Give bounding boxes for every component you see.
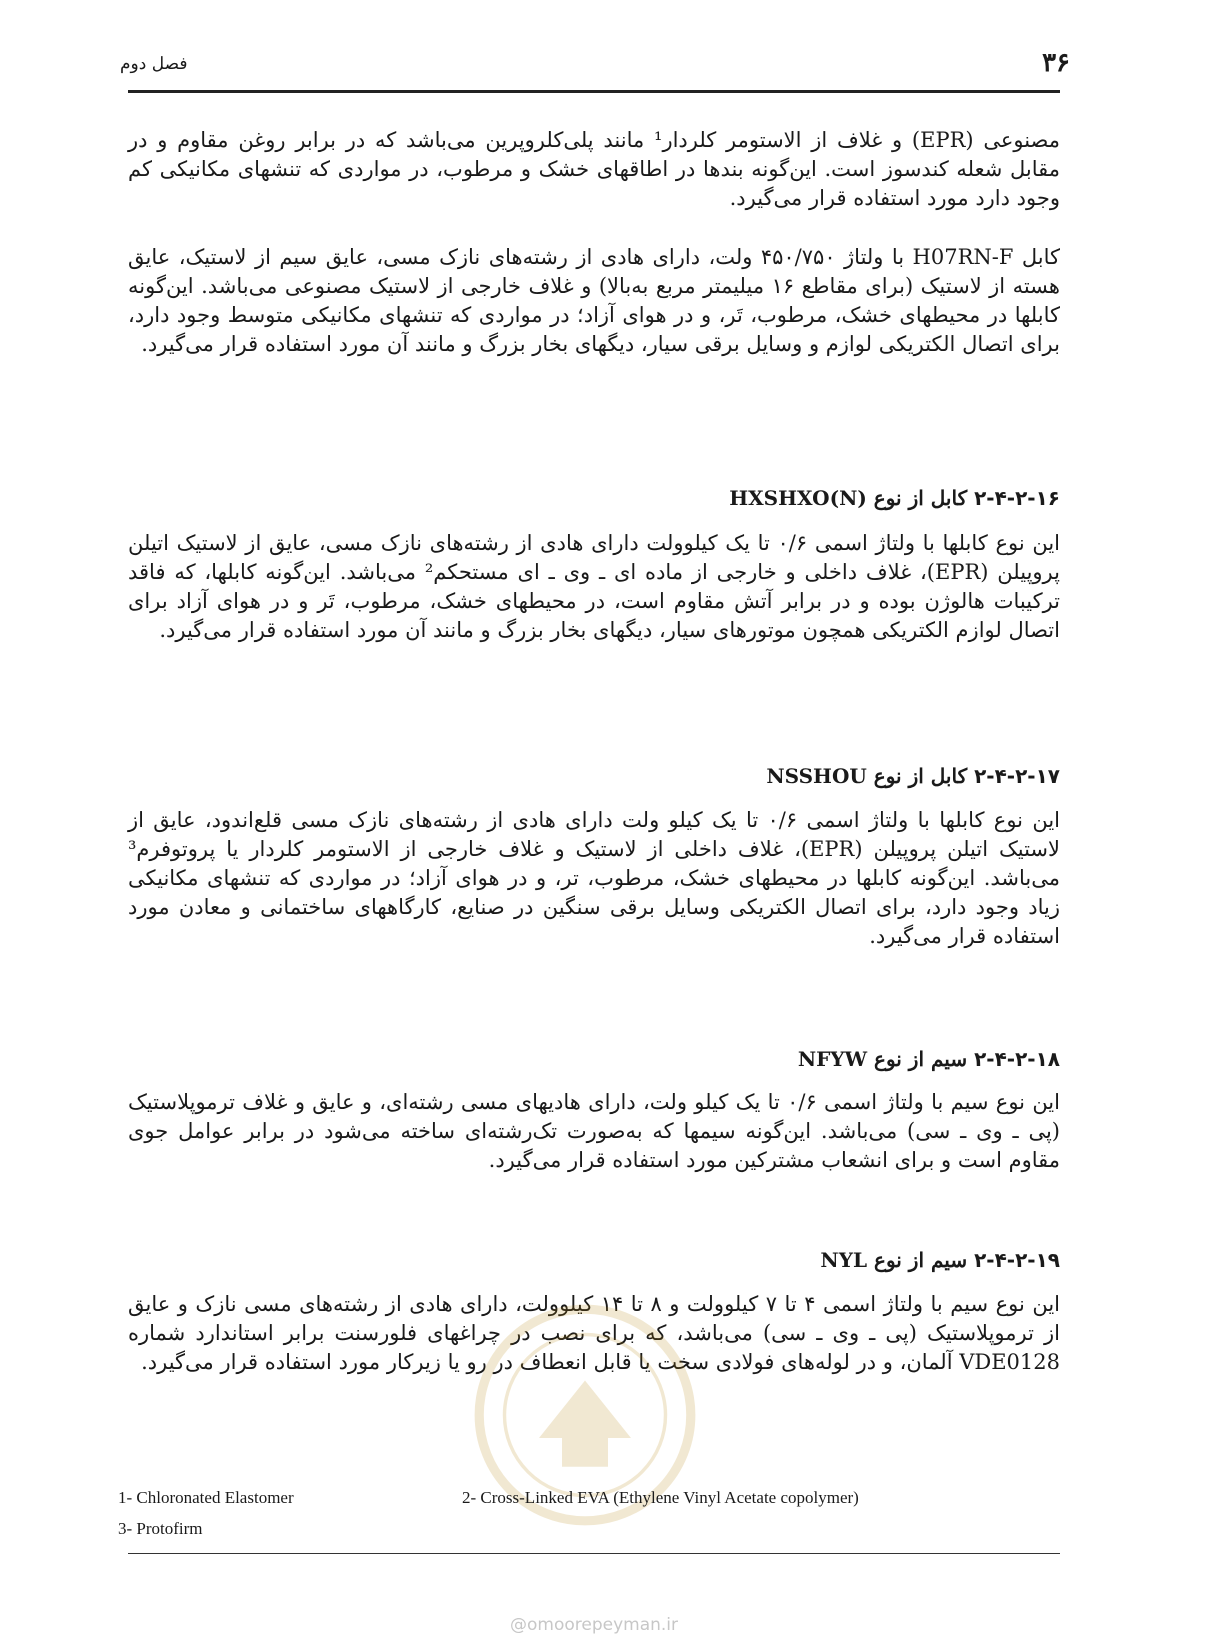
section-title: سیم از نوع NYL [820, 1248, 968, 1272]
section-title: سیم از نوع NFYW [797, 1047, 968, 1071]
footnote-2: 2- Cross-Linked EVA (Ethylene Vinyl Acetate copolymer) [462, 1488, 859, 1507]
section-title: کابل از نوع NSSHOU [766, 764, 968, 788]
section-body-17: این نوع کابلها با ولتاژ اسمی ۰/۶ تا یک کیلو ولت دارای هادی از رشته‌های نازک مسی قلع‌اندود، عایق از لاستیک اتیلن پروپیلن (EPR)، غلاف داخلی از لاستیک و غلاف خارجی از الاستومر کلردار یا پروتوفرم³ می‌باشد. این‌گونه کابلها در محیطهای خشک، مرطوب، تر، و در هوای آزاد؛ در مواردی که تنشهای مکانیکی زیاد وجود دارد، برای اتصال الکتریکی وسایل برقی سنگین در صنایع، کارگاههای ساختمانی و معادن مورد استفاده قرار می‌گیرد. [128, 808, 1060, 948]
paragraph-h07rn-f: کابل H07RN-F با ولتاژ ۴۵۰/۷۵۰ ولت، دارای هادی از رشته‌های نازک مسی، عایق سیم از لاستیک، عایق هسته از لاستیک (برای مقاطع ۱۶ میلیمتر مربع به‌بالا) و غلاف خارجی از لاستیک مصنوعی می‌باشد. این‌گونه کابلها در محیطهای خشک، مرطوب، تَر، و در هوای آزاد؛ در مواردی که تنشهای مکانیکی متوسط وجود دارد، برای اتصال الکتریکی لوازم و وسایل برقی سیار، دیگهای بخار بزرگ و مانند آن مورد استفاده قرار می‌گیرد. [128, 245, 1061, 356]
chapter-title: فصل دوم [120, 54, 188, 74]
section-heading-19 [128, 1248, 1060, 1272]
section-heading-18 [128, 1047, 1060, 1071]
section-body-16: این نوع کابلها با ولتاژ اسمی ۰/۶ تا یک کیلوولت دارای هادی از رشته‌های نازک مسی، عایق از لاستیک اتیلن پروپیلن (EPR)، غلاف داخلی و خارجی از ماده ای ـ وی ـ ای مستحکم² می‌باشد. این‌گونه کابلها، که فاقد ترکیبات هالوژن بوده و در برابر آتش مقاوم است، در محیطهای خشک، مرطوب، تَر و در هوای آزاد برای اتصال لوازم الکتریکی همچون موتورهای سیار، دیگهای بخار بزرگ و مانند آن مورد استفاده قرار می‌گیرد. [128, 531, 1061, 642]
footnote-3: 3- Protofirm [118, 1519, 203, 1538]
section-number: ۲-۴-۲-۱۸ [974, 1047, 1060, 1071]
section-heading-17 [128, 764, 1060, 788]
section-heading-16 [128, 486, 1060, 510]
section-number: ۲-۴-۲-۱۹ [974, 1248, 1060, 1272]
footnote-divider [128, 1553, 1060, 1554]
section-body-18: این نوع سیم با ولتاژ اسمی ۰/۶ تا یک کیلو ولت، دارای هادیهای مسی رشته‌ای، و عایق و غلاف ترموپلاستیک (پی ـ وی ـ سی) می‌باشد. این‌گونه سیمها که به‌صورت تک‌رشته‌ای ساخته می‌شود در برابر عوامل جوی مقاوم است و برای انشعاب مشترکین مورد استفاده قرار می‌گیرد. [128, 1090, 1060, 1172]
paragraph-intro: مصنوعی (EPR) و غلاف از الاستومر کلردار¹ مانند پلی‌کلروپرین می‌باشد که در برابر روغن مقاوم و در مقابل شعله کندسوز است. این‌گونه بندها در اطاقهای خشک و مرطوب، در مواردی که تنشهای مکانیکی کم وجود دارد مورد استفاده قرار می‌گیرد. [128, 128, 1061, 210]
section-title: کابل از نوع (N)HXSHXO [729, 486, 968, 510]
header-divider [128, 90, 1060, 93]
page-number: ۳۶ [1042, 48, 1070, 78]
watermark-text: @omoorepeyman.ir [510, 1615, 679, 1635]
section-number: ۲-۴-۲-۱۶ [974, 486, 1060, 510]
footnote-1: 1- Chloronated Elastomer [118, 1488, 294, 1507]
section-body-19: این نوع سیم با ولتاژ اسمی ۴ تا ۷ کیلوولت و ۸ تا ۱۴ کیلوولت، دارای هادی از رشته‌های مسی نازک و عایق از ترموپلاستیک (پی ـ وی ـ سی) می‌باشد، که برای نصب در چراغهای فلورسنت برابر استاندارد شماره VDE0128 آلمان، و در لوله‌های فولادی سخت یا قابل انعطاف در رو یا زیرکار مورد استفاده قرار می‌گیرد. [128, 1292, 1060, 1374]
section-number: ۲-۴-۲-۱۷ [974, 764, 1060, 788]
